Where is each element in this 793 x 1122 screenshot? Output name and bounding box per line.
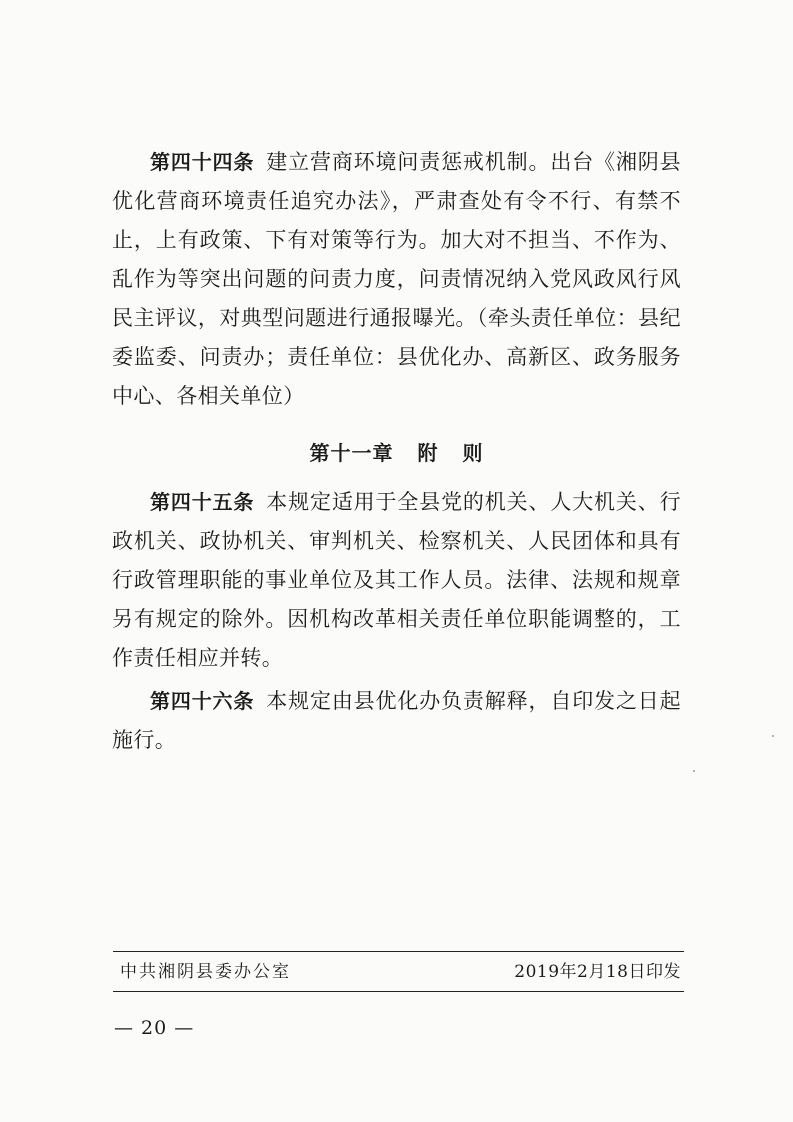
- article-44-body: 建立营商环境问责惩戒机制。出台《湘阴县优化营商环境责任追究办法》，严肃查处有令不行、有禁不止，上有政策、下有对策等行为。加大对不担当、不作为、乱作为等突出问题的问责力度，问责情况纳入党风政风行风民主评议，对典型问题进行通报曝光。（牵头责任单位：县纪委监委、问责办；责任单位：县优化办、高新区、政务服务中心、各相关单位）: [112, 150, 681, 408]
- article-44: [112, 143, 681, 416]
- article-46-body: 本规定由县优化办负责解释，自印发之日起施行。: [112, 689, 681, 752]
- article-45: [112, 483, 681, 678]
- article-46: [112, 682, 681, 760]
- scan-speck: [693, 770, 695, 772]
- footer-rule-top: [113, 951, 684, 952]
- footer-rule-bottom: [113, 991, 684, 992]
- article-46-heading: 第四十六条: [150, 689, 255, 713]
- article-45-body: 本规定适用于全县党的机关、人大机关、行政机关、政协机关、审判机关、检察机关、人民团体和具有行政管理职能的事业单位及其工作人员。法律、法规和规章另有规定的除外。因机构改革相关责任单位职能调整的，工作责任相应并转。: [112, 490, 681, 670]
- scan-speck: [772, 735, 774, 737]
- page-number: — 20 —: [114, 1017, 195, 1039]
- chapter-title: 第十一章 附 则: [309, 441, 484, 465]
- article-44-heading: 第四十四条: [150, 150, 255, 174]
- footer-issuer: 中共湘阴县委办公室: [120, 962, 291, 982]
- footer-date: 2019年2月18日印发: [514, 962, 681, 982]
- article-45-heading: 第四十五条: [150, 490, 255, 514]
